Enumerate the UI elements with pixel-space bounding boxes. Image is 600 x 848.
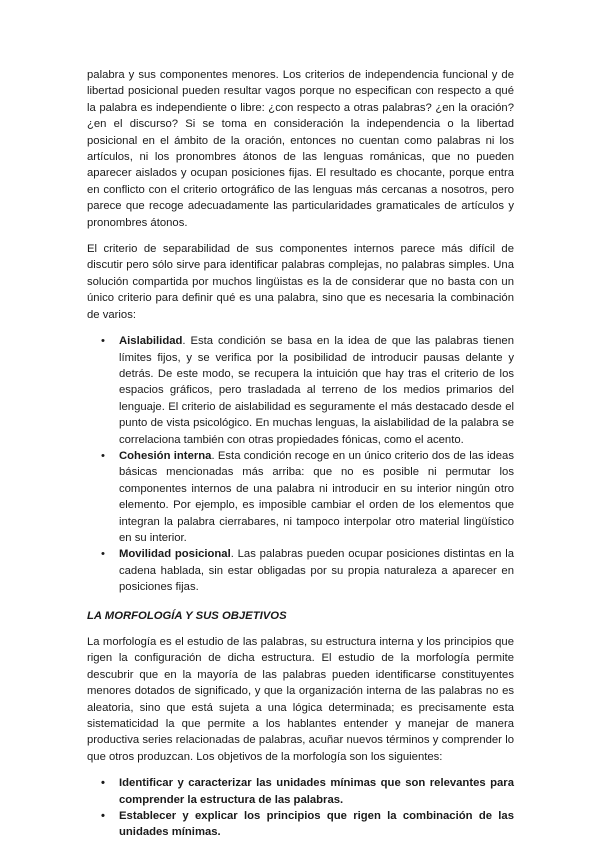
section-heading: LA MORFOLOGÍA Y SUS OBJETIVOS <box>87 609 287 622</box>
criteria-list <box>87 333 514 596</box>
list-item <box>87 448 514 546</box>
paragraph-word-criteria: palabra y sus componentes menores. Los criterios de independencia funcional y de libertad posicional pueden resultar vagos porque no especifican con respecto a qué la palabra es independiente o libre: ¿con respecto a otras palabras? ¿en la oración? ¿en el discurso? Si se toma en consideración la independencia o la libertad posicional en el ámbito de la oración, entonces no cuentan como palabras ni los artículos, ni los pronombres átonos de las lenguas románicas, que no pueden aparecer aislados y ocupan posiciones fijas. El resultado es chocante, porque entra en conflicto con el criterio ortográfico de las lenguas más cercanas a nosotros, pero parece que recoge adecuadamente las particularidades gramaticales de artículos y pronombres átonos. <box>87 69 514 229</box>
bullet-icon: • <box>101 548 105 561</box>
objectives-list <box>87 775 514 841</box>
list-item <box>87 546 514 595</box>
criterion-term: Movilidad posicional <box>119 548 231 561</box>
bullet-icon: • <box>101 777 105 790</box>
criterion-term: Aislabilidad <box>119 335 183 348</box>
bullet-icon: • <box>101 335 105 348</box>
list-item <box>87 808 514 841</box>
list-item <box>87 333 514 448</box>
criterion-text: . Esta condición se basa en la idea de que las palabras tienen límites fijos, y se verifica por la posibilidad de introducir pausas delante y detrás. De este modo, se recupera la intuición que hay tras el criterio de los espacios gráficos, pero trasladada al terreno de los medios primarios del lenguaje. El criterio de aislabilidad es seguramente el más destacado desde el punto de vista psicológico. En muchas lenguas, la aislabilidad de la palabra se correlaciona también con otras propiedades fónicas, como el acento. <box>119 335 514 446</box>
objective-text: Establecer y explicar los principios que rigen la combinación de las unidades mínimas. <box>119 810 514 839</box>
list-item <box>87 775 514 808</box>
paragraph-morphology: La morfología es el estudio de las palabras, su estructura interna y los principios que rigen la configuración de dicha estructura. El estudio de la morfología permite descubrir que en la mayoría de las palabras pueden identificarse constituyentes menores dotados de significado, y que la organización interna de las palabras no es aleatoria, sino que está sujeta a una lógica determinada; es precisamente esta sistematicidad la que permite a los hablantes entender y manejar de manera productiva series relacionadas de palabras, acuñar nuevos términos y comprender lo que otros produzcan. Los objetivos de la morfología son los siguientes: <box>87 636 514 763</box>
criterion-term: Cohesión interna <box>119 449 212 462</box>
bullet-icon: • <box>101 810 105 823</box>
bullet-icon: • <box>101 449 105 462</box>
criterion-text: . Esta condición recoge en un único criterio dos de las ideas básicas mencionadas más arriba: que no es posible ni permutar los componentes internos de una palabra ni introducir en su interior ningún otro elemento. Por ejemplo, es imposible cambiar el orden de los elementos que integran la palabra cierrabares, ni tampoco interpolar otro material lingüístico en su interior. <box>119 449 514 544</box>
paragraph-separability: El criterio de separabilidad de sus componentes internos parece más difícil de discutir pero sólo sirve para identificar palabras complejas, no palabras simples. Una solución compartida por muchos lingüistas es la de considerar que no basta con un único criterio para definir qué es una palabra, sino que es necesaria la combinación de varios: <box>87 243 514 321</box>
page-content <box>87 67 514 841</box>
criterion-text: . Las palabras pueden ocupar posiciones distintas en la cadena hablada, sin estar obligadas por su propia naturaleza a aparecer en posiciones fijas. <box>119 548 514 594</box>
objective-text: Identificar y caracterizar las unidades mínimas que son relevantes para comprender la estructura de las palabras. <box>119 777 514 806</box>
